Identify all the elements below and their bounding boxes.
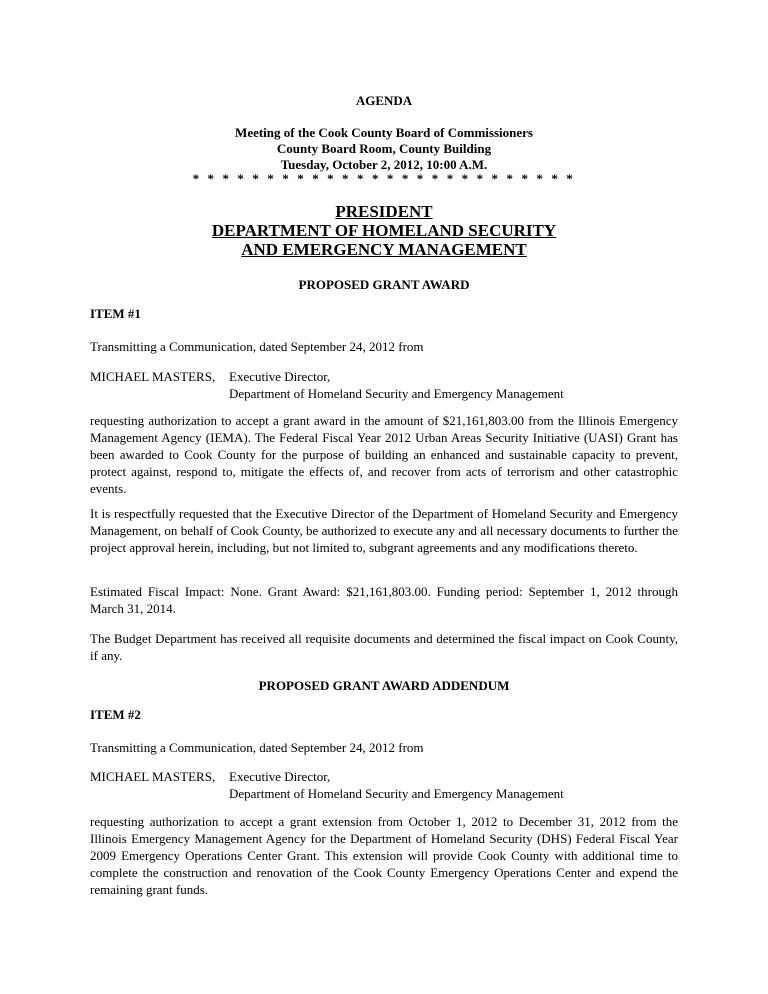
section-heading-grant-award: PROPOSED GRANT AWARD (298, 277, 470, 292)
department-line-emergency: AND EMERGENCY MANAGEMENT (241, 240, 527, 259)
from-title: Executive Director, (229, 369, 331, 384)
meeting-location: County Board Room, County Building (276, 141, 492, 156)
item-1-transmittal: Transmitting a Communication, dated September 24, 2012 from (90, 339, 424, 354)
department-line-homeland: DEPARTMENT OF HOMELAND SECURITY (211, 221, 557, 240)
meeting-info (0, 124, 768, 172)
item-1-paragraph-request: requesting authorization to accept a grant award in the amount of $21,161,803.00 from the Illinois Emergency Management Agency (IEMA). The Federal Fiscal Year 2012 Urban Areas Security Initiative (UASI) Grant has been awarded to Cook County for the purpose of building an enhanced and sustainable capacity to prevent, protect against, respond to, mitigate the effects of, and recover from acts of terrorism and other catastrophic events. (90, 413, 678, 496)
meeting-date: Tuesday, October 2, 2012, 10:00 A.M. (280, 157, 488, 172)
item-2-from (90, 768, 678, 802)
department-heading (0, 202, 768, 259)
section-heading-grant-addendum: PROPOSED GRANT AWARD ADDENDUM (258, 678, 510, 693)
from-title: Executive Director, (229, 769, 331, 784)
meeting-line: Meeting of the Cook County Board of Commissioners (235, 125, 533, 140)
agenda-title: AGENDA (355, 93, 413, 108)
item-1-from (90, 368, 678, 402)
item-1-paragraph-authorization: It is respectfully requested that the Executive Director of the Department of Homeland Security and Emergency Management, on behalf of Cook County, be authorized to execute any and all necessary documents to further the project approval herein, including, but not limited to, subgrant agreements and any modifications thereto. (90, 506, 678, 555)
item-2-paragraph-request: requesting authorization to accept a grant extension from October 1, 2012 to December 31, 2012 from the Illinois Emergency Management Agency for the Department of Homeland Security (DHS) Federal Fiscal Year 2009 Emergency Operations Center Grant. This extension will provide Cook County with additional time to complete the construction and renovation of the Cook County Emergency Operations Center and expend the remaining grant funds. (90, 814, 678, 897)
item-2-label: ITEM #2 (90, 707, 141, 722)
item-1-paragraph-budget: The Budget Department has received all requisite documents and determined the fiscal impact on Cook County, if any. (90, 631, 678, 663)
from-department: Department of Homeland Security and Emergency Management (229, 386, 564, 401)
item-1-label: ITEM #1 (90, 306, 141, 321)
star-divider: * * * * * * * * * * * * * * * * * * * * * * * * * * (192, 171, 576, 186)
item-1-paragraph-fiscal-impact: Estimated Fiscal Impact: None. Grant Award: $21,161,803.00. Funding period: September 1, 2012 through March 31, 2014. (90, 584, 678, 616)
from-department: Department of Homeland Security and Emergency Management (229, 786, 564, 801)
item-2-transmittal: Transmitting a Communication, dated September 24, 2012 from (90, 740, 424, 755)
from-name: MICHAEL MASTERS, (90, 769, 216, 784)
department-line-president: PRESIDENT (335, 202, 433, 221)
from-name: MICHAEL MASTERS, (90, 369, 216, 384)
